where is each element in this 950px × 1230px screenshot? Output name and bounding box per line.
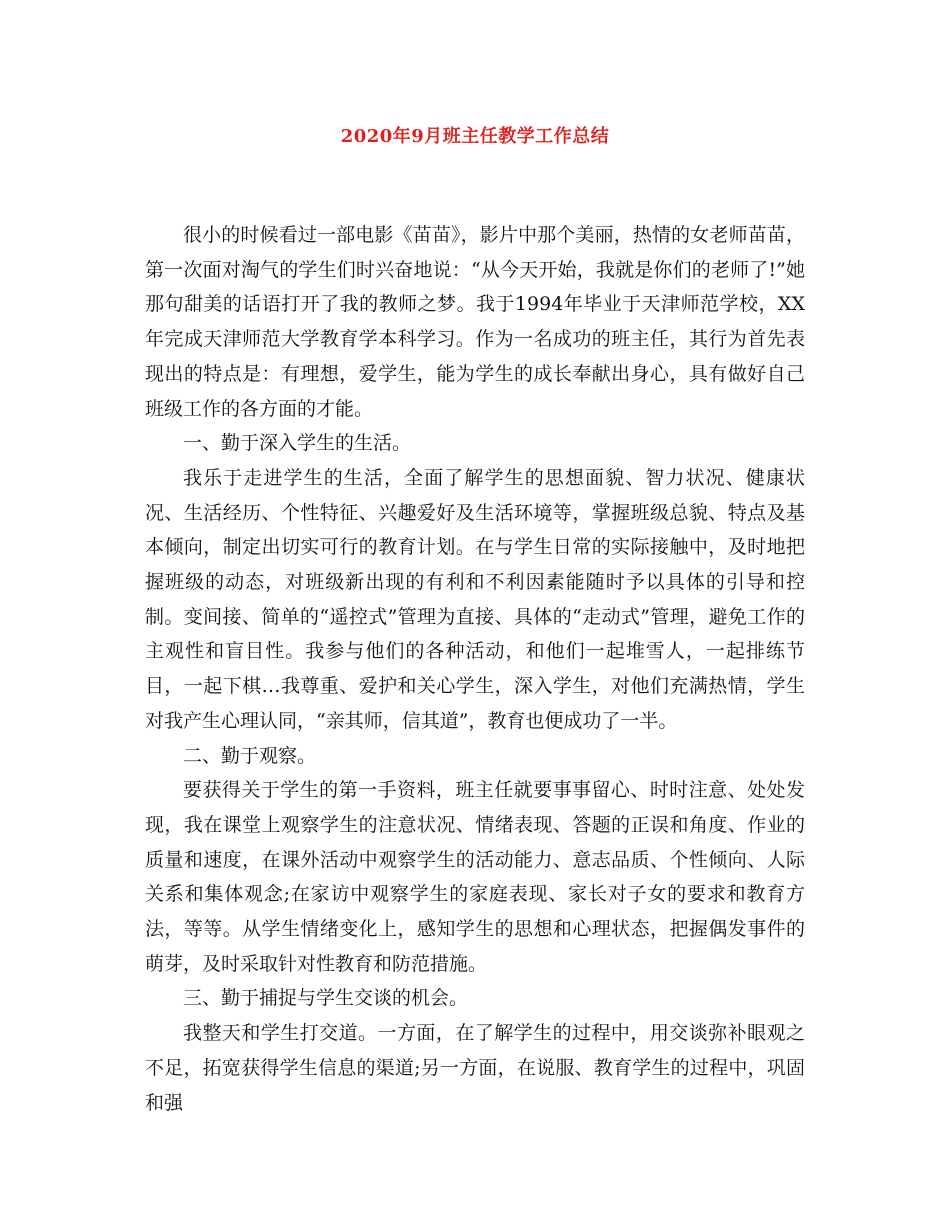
paragraph-section-1: 我乐于走进学生的生活，全面了解学生的思想面貌、智力状况、健康状况、生活经历、个性特征、兴趣爱好及生活环境等，掌握班级总貌、特点及基本倾向，制定出切实可行的教育计划。在与学生日常的实际接触中，及时地把握班级的动态，对班级新出现的有利和不利因素能随时予以具体的引导和控制。变间接、简单的“遥控式”管理为直接、具体的“走动式”管理，避免工作的主观性和盲目性。我参与他们的各种活动，和他们一起堆雪人，一起排练节目，一起下棋…我尊重、爱护和关心学生，深入学生，对他们充满热情，学生对我产生心理认同，“亲其师，信其道”，教育也便成功了一半。 [145,466,805,732]
document-title: 2020年9月班主任教学工作总结 [340,126,610,147]
paragraph-intro: 很小的时候看过一部电影《苗苗》，影片中那个美丽，热情的女老师苗苗，第一次面对淘气的学生们时兴奋地说：“从今天开始，我就是你们的老师了!”她那句甜美的话语打开了我的教师之梦。我于1994年毕业于天津师范学校，XX年完成天津师范大学教育学本科学习。作为一名成功的班主任，其行为首先表现出的特点是：有理想，爱学生，能为学生的成长奉献出身心，具有做好自己班级工作的各方面的才能。 [145,224,805,420]
document-body [145,218,805,1120]
section-heading-3: 三、勤于捕捉与学生交谈的机会。 [183,987,469,1010]
section-heading-2: 二、勤于观察。 [183,744,317,767]
paragraph-section-2: 要获得关于学生的第一手资料，班主任就要事事留心、时时注意、处处发现，我在课堂上观察学生的注意状况、情绪表现、答题的正误和角度、作业的质量和速度，在课外活动中观察学生的活动能力、意志品质、个性倾向、人际关系和集体观念;在家访中观察学生的家庭表现、家长对子女的要求和教育方法，等等。从学生情绪变化上，感知学生的思想和心理状态，把握偶发事件的萌芽，及时采取针对性教育和防范措施。 [145,779,805,975]
paragraph-section-3: 我整天和学生打交道。一方面，在了解学生的过程中，用交谈弥补眼观之不足，拓宽获得学生信息的渠道;另一方面，在说服、教育学生的过程中，巩固和强 [145,1022,805,1114]
section-heading-1: 一、勤于深入学生的生活。 [183,432,412,455]
